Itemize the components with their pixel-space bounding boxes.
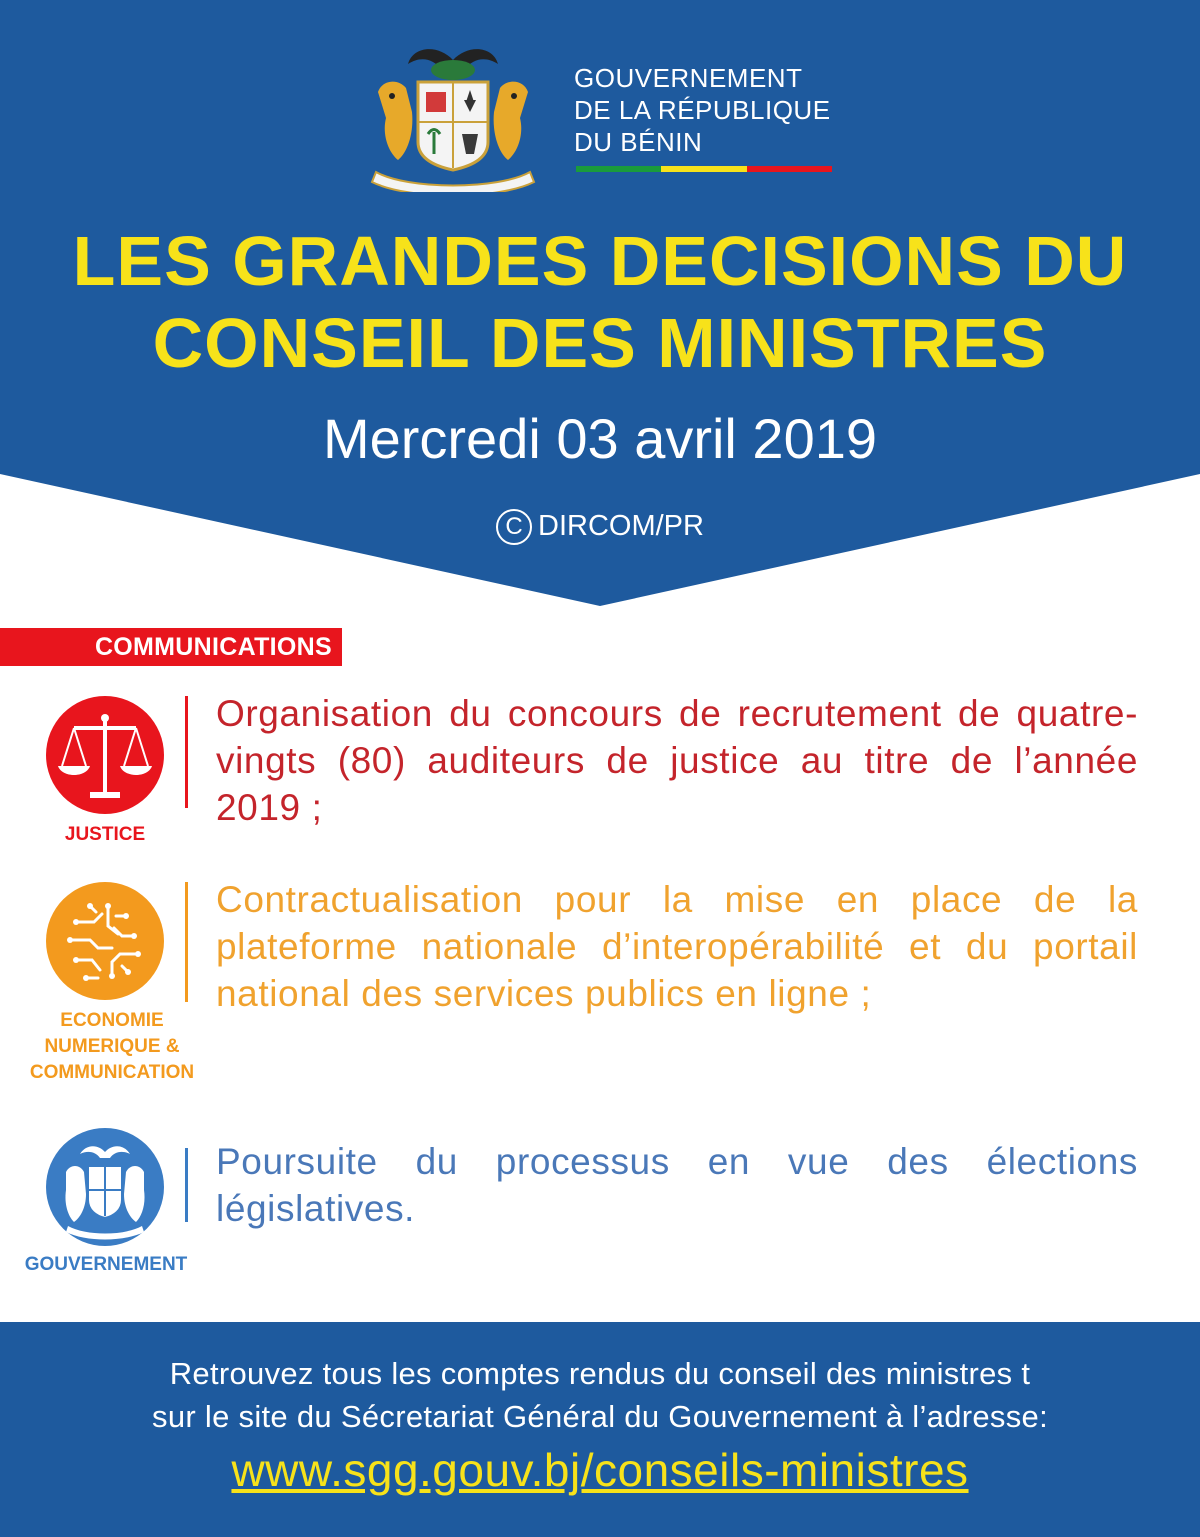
title-line-2: CONSEIL DES MINISTRES bbox=[152, 304, 1048, 382]
category-label-line: JUSTICE bbox=[64, 824, 146, 845]
divider bbox=[185, 696, 188, 808]
decision-item-digital-economy bbox=[0, 876, 1200, 1086]
divider bbox=[185, 882, 188, 1002]
footer-line-2: sur le site du Sécretariat Général du Gouvernement à l’adresse: bbox=[152, 1399, 1048, 1434]
government-category-icon bbox=[46, 1128, 164, 1246]
category-label-justice bbox=[30, 822, 180, 848]
circuit-brain-icon bbox=[46, 882, 164, 1000]
copyright-notice bbox=[0, 506, 1200, 546]
flag-yellow bbox=[661, 166, 746, 172]
government-name bbox=[574, 62, 831, 158]
divider bbox=[185, 1148, 188, 1222]
category-label-line: COMMUNICATION bbox=[29, 1062, 195, 1083]
footer-message bbox=[0, 1352, 1200, 1438]
flag-color-stripe bbox=[576, 166, 832, 172]
website-link[interactable]: www.sgg.gouv.bj/conseils-ministres bbox=[231, 1444, 969, 1496]
footer-line-1: Retrouvez tous les comptes rendus du conseil des ministres t bbox=[169, 1356, 1031, 1391]
category-label-line: GOUVERNEMENT bbox=[24, 1254, 188, 1275]
digital-economy-category-icon bbox=[46, 882, 164, 1000]
section-label: COMMUNICATIONS bbox=[0, 628, 342, 666]
decision-text: Poursuite du processus en vue des élections législatives. bbox=[216, 1141, 1138, 1229]
decision-item-government bbox=[0, 1124, 1200, 1284]
decision-text: Organisation du concours de recrutement de quatre-vingts (80) auditeurs de justice au titre de l’année 2019 ; bbox=[216, 693, 1138, 828]
title-line-1: LES GRANDES DECISIONS DU bbox=[72, 222, 1128, 300]
category-label-line: ECONOMIE bbox=[60, 1010, 164, 1031]
meeting-date: Mercredi 03 avril 2019 bbox=[322, 407, 878, 470]
category-label-line: NUMERIQUE & bbox=[44, 1036, 180, 1057]
main-title bbox=[0, 220, 1200, 384]
gov-line-2: DE LA RÉPUBLIQUE bbox=[574, 95, 831, 125]
scales-of-justice-icon bbox=[46, 696, 164, 814]
copyright-icon: C bbox=[496, 509, 532, 545]
copyright-text: DIRCOM/PR bbox=[538, 510, 704, 542]
flag-red bbox=[747, 166, 832, 172]
category-label-digital-economy bbox=[14, 1008, 210, 1086]
flag-green bbox=[576, 166, 661, 172]
gov-line-3: DU BÉNIN bbox=[574, 127, 703, 157]
coat-of-arms-icon bbox=[46, 1128, 164, 1246]
gov-line-1: GOUVERNEMENT bbox=[574, 63, 803, 93]
decision-item-justice bbox=[0, 690, 1200, 850]
justice-category-icon bbox=[46, 696, 164, 814]
decision-text: Contractualisation pour la mise en place de la plateforme nationale d’interopérabilité et du portail national des services publics en ligne ; bbox=[216, 879, 1138, 1014]
coat-of-arms-icon bbox=[368, 42, 538, 192]
category-label-government bbox=[4, 1252, 208, 1278]
